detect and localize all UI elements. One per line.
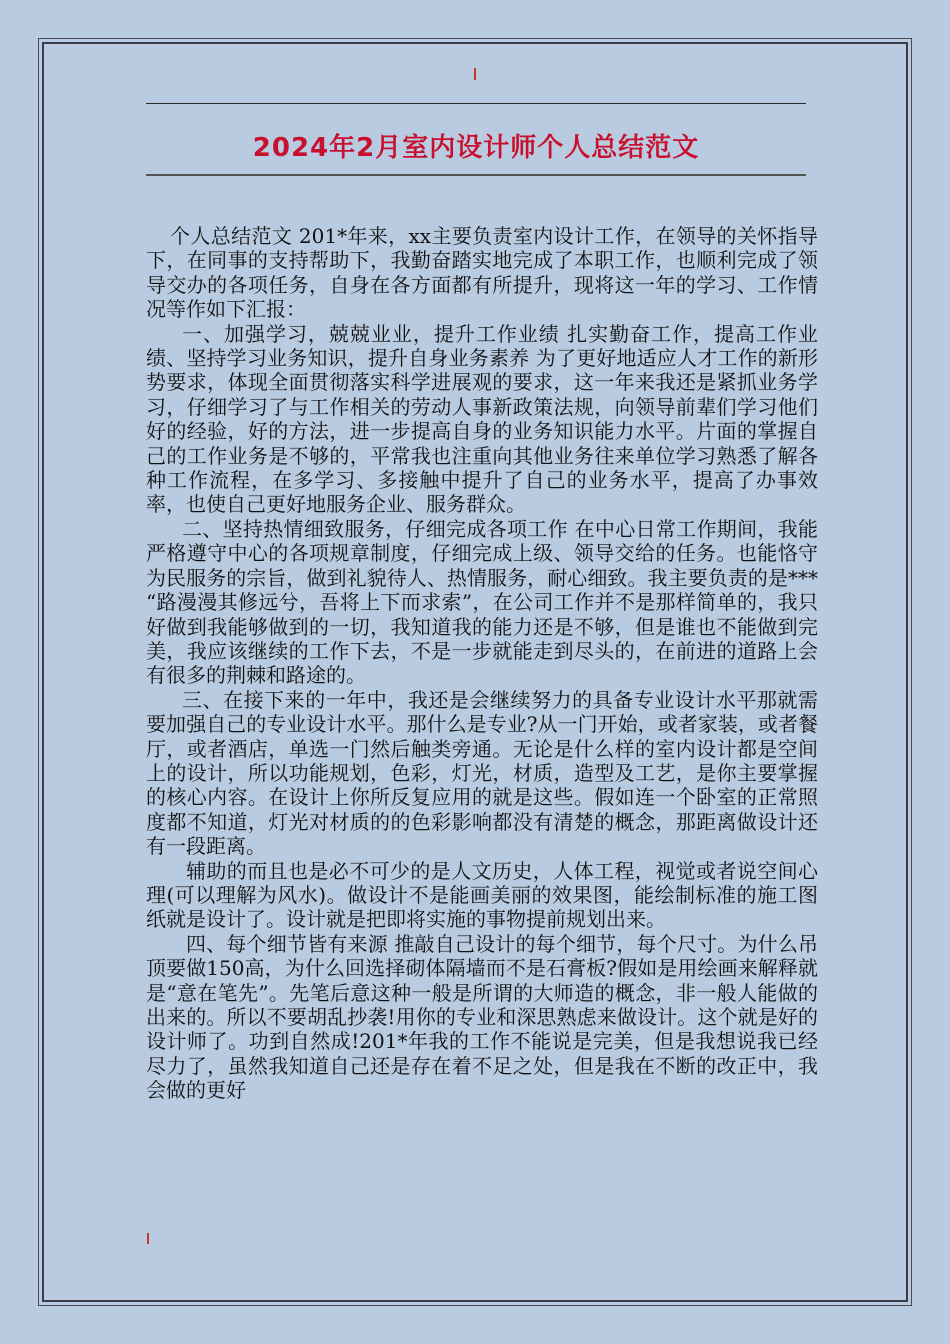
header-rule [146, 103, 806, 104]
paragraph-section-1: 一、加强学习，兢兢业业，提升工作业绩 扎实勤奋工作，提高工作业绩、坚持学习业务知识，提升自身业务素养 为了更好地适应人才工作的新形势要求，体现全面贯彻落实科学进展观的要求，这一年来我还是紧抓业务学习，仔细学习了与工作相关的劳动人事新政策法规，向领导前辈们学习他们好的经验，好的方法，进一步提高自身的业务知识能力水平。片面的掌握自己的工作业务是不够的，平常我也注重向其他业务往来单位学习熟悉了解各种工作流程，在多学习、多接触中提升了自己的业务水平，提高了办事效率，也使自己更好地服务企业、服务群众。 [146, 321, 818, 517]
paragraph-intro: 个人总结范文 201*年来，xx主要负责室内设计工作，在领导的关怀指导下，在同事的支持帮助下，我勤奋踏实地完成了本职工作，也顺利完成了领导交办的各项任务，自身在各方面都有所提升，现将这一年的学习、工作情况等作如下汇报： [146, 224, 818, 322]
header-cursor-mark [474, 68, 476, 80]
document-title: 2024年2月室内设计师个人总结范文 [252, 133, 700, 163]
title-underline [146, 174, 806, 176]
footer-cursor-mark [147, 1233, 149, 1244]
paragraph-section-3-supplement: 辅助的而且也是必不可少的是人文历史，人体工程，视觉或者说空间心理(可以理解为风水)。做设计不是能画美丽的效果图，能绘制标准的施工图纸就是设计了。设计就是把即将实施的事物提前规划出来。 [146, 858, 818, 932]
paragraph-section-4: 四、每个细节皆有来源 推敲自己设计的每个细节，每个尺寸。为什么吊顶要做150高，为什么回选择砌体隔墙而不是石膏板?假如是用绘画来解释就是“意在笔先”。先笔后意这种一般是所谓的大师造的概念，非一般人能做的出来的。所以不要胡乱抄袭!用你的专业和深思熟虑来做设计。这个就是好的设计师了。功到自然成!201*年我的工作不能说是完美，但是我想说我已经尽力了，虽然我知道自己还是存在着不足之处，但是我在不断的改正中，我会做的更好 [146, 931, 818, 1103]
paragraph-section-2: 二、坚持热情细致服务，仔细完成各项工作 在中心日常工作期间，我能严格遵守中心的各项规章制度，仔细完成上级、领导交给的任务。也能恪守为民服务的宗旨，做到礼貌待人、热情服务，耐心细致。我主要负责的是*** “路漫漫其修远兮，吾将上下而求索”，在公司工作并不是那样简单的，我只好做到我能够做到的一切，我知道我的能力还是不够，但是谁也不能做到完美，我应该继续的工作下去，不是一步就能走到尽头的，在前进的道路上会有很多的荆棘和路途的。 [146, 516, 818, 688]
document-body [146, 224, 818, 1103]
paragraph-section-3: 三、在接下来的一年中，我还是会继续努力的具备专业设计水平那就需要加强自己的专业设计水平。那什么是专业?从一门开始，或者家装，或者餐厅，或者酒店，单选一门然后触类旁通。无论是什么样的室内设计都是空间上的设计，所以功能规划，色彩，灯光，材质，造型及工艺，是你主要掌握的核心内容。在设计上你所反复应用的就是这些。假如连一个卧室的正常照度都不知道，灯光对材质的的色彩影响都没有清楚的概念，那距离做设计还有一段距离。 [146, 687, 818, 859]
